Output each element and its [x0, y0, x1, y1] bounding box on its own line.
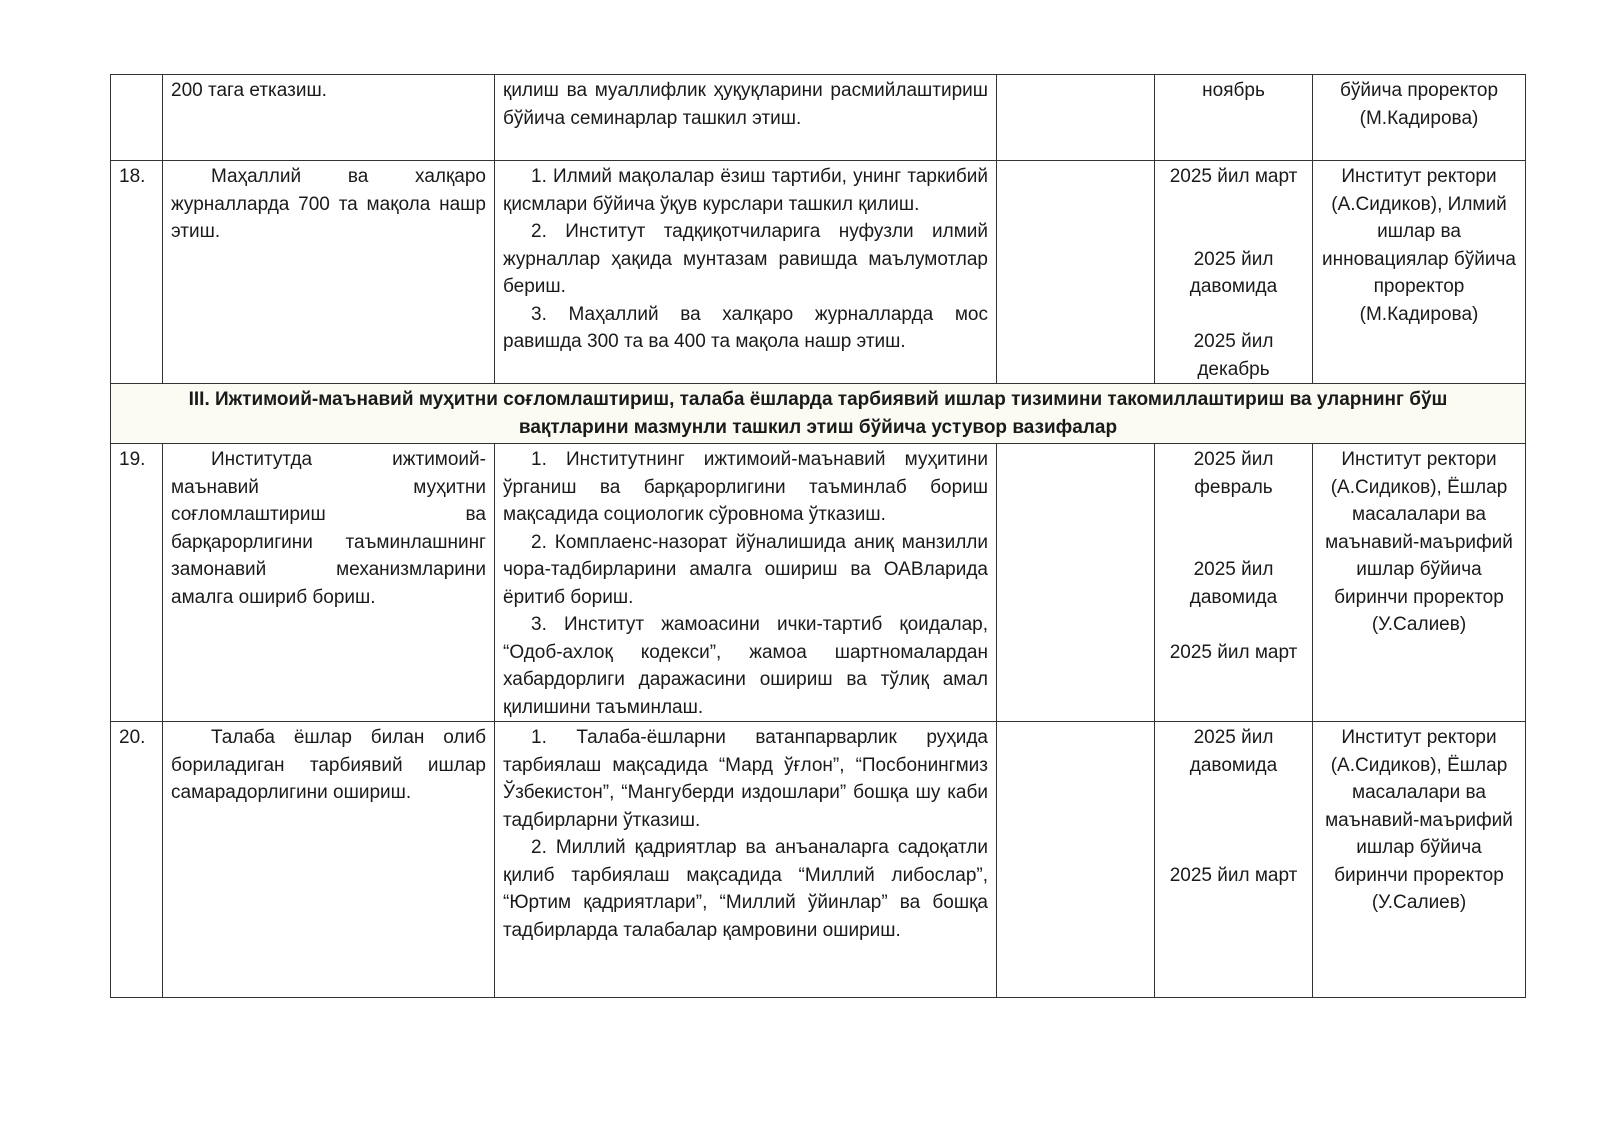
row-number-cell: 20. [111, 722, 163, 998]
deadline-cell [1155, 722, 1313, 998]
task-text: 200 тага етказиш. [171, 80, 327, 101]
deadline-cell [1155, 75, 1313, 161]
deadline-cell [1155, 444, 1313, 722]
deadline-item: 2025 йил март [1169, 864, 1298, 886]
task-cell [163, 444, 495, 722]
measure-item: 3. Маҳаллий ва халқаро журналларда мос равишда 300 та ва 400 та мақола нашр этиш. [503, 303, 988, 352]
task-text: Талаба ёшлар билан олиб бориладиган тарбиявий ишлар самарадорлигини ошириш. [171, 727, 486, 803]
deadline-item: 2025 йил февраль [1193, 449, 1274, 498]
measures-cell [495, 75, 997, 161]
empty-cell [997, 444, 1155, 722]
deadline-item: 2025 йил давомида [1189, 248, 1278, 297]
measure-item: 2. Комплаенс-назорат йўналишида аниқ манзилли чора-тадбирларини амалга ошириш ва ОАВларида ёритиб бориш. [503, 531, 988, 608]
section-header-row [111, 384, 1526, 444]
responsible-text: Институт ректори (А.Сидиков), Ёшлар масалалари ва маънавий-маърифий ишлар бўйича биринчи проректор (У.Салиев) [1325, 449, 1513, 635]
table-row [111, 161, 1526, 384]
responsible-text: Институт ректори (А.Сидиков), Ёшлар масалалари ва маънавий-маърифий ишлар бўйича биринчи проректор (У.Салиев) [1325, 727, 1513, 913]
deadline-item: 2025 йил давомида [1189, 559, 1278, 608]
responsible-text: бўйича проректор (М.Кадирова) [1339, 80, 1499, 129]
measure-item: қилиш ва муаллифлик ҳуқуқларини расмийлаштириш бўйича семинарлар ташкил этиш. [503, 80, 988, 129]
deadline-item: 2025 йил март [1169, 166, 1298, 187]
deadline-item: ноябрь [1202, 80, 1265, 101]
measure-item: 2. Институт тадқиқотчиларига нуфузли илмий журналлар ҳақида мунтазам равишда маълумотлар бериш. [503, 221, 988, 297]
responsible-cell [1313, 161, 1526, 384]
measure-item: 3. Институт жамоасини ички-тартиб қоидалар, “Одоб-ахлоқ кодекси”, жамоа шартномалардан хабардорлиги даражасини ошириш ва тўлиқ амал қилишини таъминлаш. [503, 614, 988, 718]
section-title: III. Ижтимоий-маънавий муҳитни соғломлаштириш, талаба ёшларда тарбиявий ишлар тизимини такомиллаштириш ва уларнинг бўш вақтларини мазмунли ташкил этиш бўйича устувор вазифалар [111, 384, 1526, 444]
deadline-item: 2025 йил март [1169, 641, 1298, 663]
measure-item: 2. Миллий қадриятлар ва анъаналарга садоқатли қилиб тарбиялаш мақсадида “Миллий либослар”, “Юртим қадриятлари”, “Миллий ўйинлар” ва бошқа тадбирларда талабалар қамровини ошириш. [503, 837, 988, 941]
deadline-cell [1155, 161, 1313, 384]
empty-cell [997, 161, 1155, 384]
responsible-cell [1313, 444, 1526, 722]
deadline-item: 2025 йил декабрь [1193, 331, 1274, 380]
measure-item: 1. Талаба-ёшларни ватанпарварлик руҳида тарбиялаш мақсадида “Мард ўғлон”, “Посбонингмиз Ўзбекистон”, “Мангуберди издошлари” бошқа шу каби тадбирларни ўтказиш. [503, 727, 988, 831]
table-row [111, 75, 1526, 161]
row-number-cell [111, 75, 163, 161]
measure-item: 1. Илмий мақолалар ёзиш тартиби, унинг таркибий қисмлари бўйича ўқув курслари ташкил қилиш. [503, 166, 988, 215]
task-text: Маҳаллий ва халқаро журналларда 700 та мақола нашр этиш. [171, 166, 486, 242]
responsible-text: Институт ректори (А.Сидиков), Илмий ишлар ва инновациялар бўйича проректор (М.Кадирова) [1322, 166, 1516, 325]
measures-cell [495, 444, 997, 722]
responsible-cell [1313, 75, 1526, 161]
responsible-cell [1313, 722, 1526, 998]
action-plan-table [110, 74, 1526, 998]
task-text: Институтда ижтимоий-маънавий муҳитни соғломлаштириш ва барқарорлигини таъминлашнинг замонавий механизмларини амалга ошириб бориш. [171, 449, 486, 608]
task-cell [163, 161, 495, 384]
measure-item: 1. Институтнинг ижтимоий-маънавий муҳитини ўрганиш ва барқарорлигини таъминлаб бориш мақсадида социологик сўровнома ўтказиш. [503, 449, 988, 525]
task-cell [163, 722, 495, 998]
empty-cell [997, 722, 1155, 998]
row-number-cell: 18. [111, 161, 163, 384]
measures-cell [495, 161, 997, 384]
task-cell [163, 75, 495, 161]
deadline-item: 2025 йил давомида [1189, 727, 1278, 776]
empty-cell [997, 75, 1155, 161]
table-row [111, 444, 1526, 722]
measures-cell [495, 722, 997, 998]
table-row [111, 722, 1526, 998]
row-number-cell: 19. [111, 444, 163, 722]
